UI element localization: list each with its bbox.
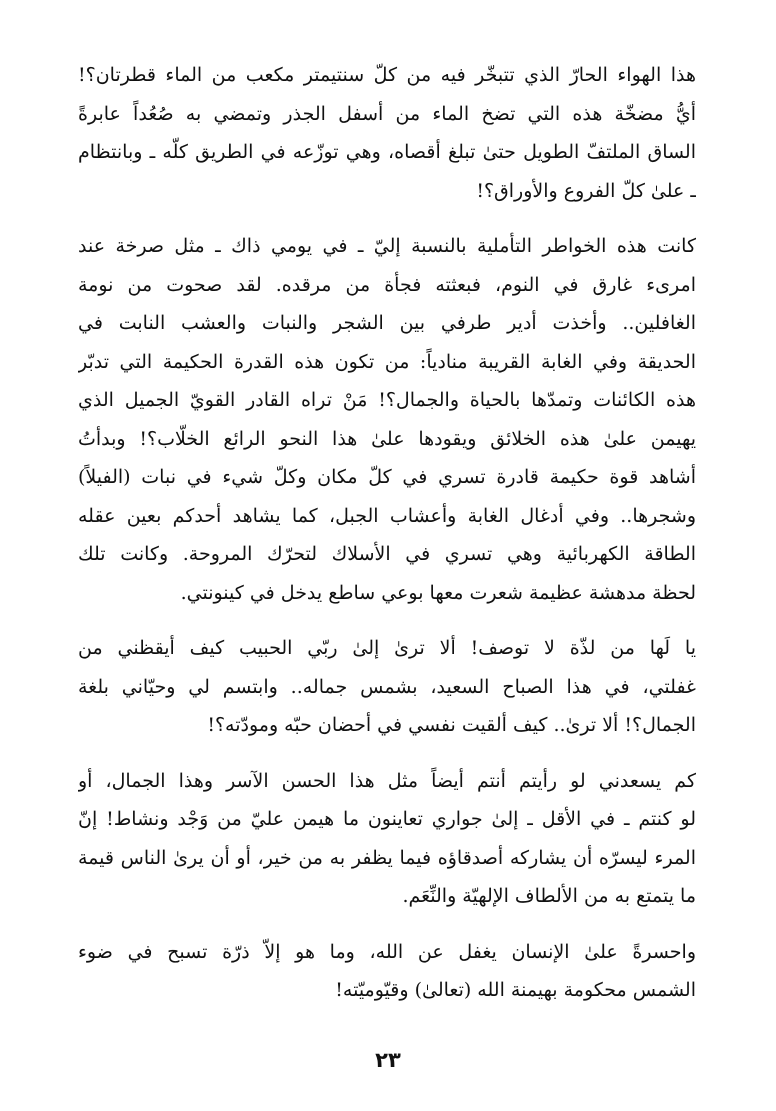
text-line: لحظة مدهشة عظيمة شعرت معها بوعي ساطع يدخل في كينونتي.	[180, 581, 696, 604]
text-line: ـ علىٰ كلّ الفروع والأوراق؟!	[476, 179, 696, 202]
text-line: يهيمن علىٰ هذه الخلائق ويقودها علىٰ هذا النحو الرائع الخلّاب؟! وبدأتُ	[78, 427, 696, 450]
document-page	[78, 56, 696, 1010]
text-line: لو كنتم ـ في الأقل ـ إلىٰ جواري تعاينون ما هيمن عليّ من وَجْد ونشاط! إنّ	[78, 808, 696, 830]
text-line: يا لَها من لذّة لا توصف! ألا ترىٰ إلىٰ ربّي الحبيب كيف أيقظني من	[78, 637, 696, 659]
paragraph-3	[78, 629, 696, 745]
text-line: هذه الكائنات وتمدّها بالحياة والجمال؟! مَنْ تراه القادر القويّ الجميل الذي	[78, 389, 696, 411]
text-line: الحديقة وفي الغابة القريبة منادياً: من تكون هذه القدرة الحكيمة التي تدبّر	[78, 350, 696, 373]
paragraph-gap	[78, 745, 696, 762]
text-line: وشجرها.. وفي أدغال الغابة وأعشاب الجبل، كما يشاهد أحدكم بعين عقله	[78, 504, 696, 527]
paragraph-gap	[78, 210, 696, 227]
page-number: ٢٣	[375, 1048, 401, 1072]
text-line: الشمس محكومة بهيمنة الله (تعالىٰ) وقيّوميّته!	[335, 979, 696, 1001]
paragraph-4	[78, 762, 696, 916]
text-line: كانت هذه الخواطر التأملية بالنسبة إليّ ـ في يومي ذاك ـ مثل صرخة عند	[78, 235, 696, 257]
text-line: غفلتي، في هذا الصباح السعيد، بشمس جماله.. وابتسم لي وحيّاني بلغة	[78, 675, 696, 698]
text-line: الغافلين.. وأخذت أدير طرفي بين الشجر والنبات والعشب النابت في	[78, 312, 696, 334]
paragraph-2	[78, 227, 696, 612]
paragraph-gap	[78, 612, 696, 629]
text-line: الطاقة الكهربائية وهي تسري في الأسلاك لتحرّك المروحة. وكانت تلك	[78, 543, 696, 565]
text-line: كم يسعدني لو رأيتم أنتم أيضاً مثل هذا الحسن الآسر وهذا الجمال، أو	[78, 769, 696, 792]
text-line: الساق الملتفّ الطويل حتىٰ تبلغ أقصاه، وهي توزّعه في الطريق كلّه ـ وبانتظام	[78, 141, 696, 163]
paragraph-gap	[78, 916, 696, 933]
text-line: أيُّ مضخّة هذه التي تضخ الماء من أسفل الجذر وتمضي به صُعُداً عابرةً	[78, 102, 696, 125]
text-line: امرىء غارق في النوم، فبعثته فجأة من مرقده. لقد صحوت من نومة	[78, 273, 696, 296]
text-line: ما يتمتع به من الألطاف الإلهيّة والنِّعَم.	[402, 885, 696, 907]
paragraph-5	[78, 933, 696, 1010]
text-line: أشاهد قوة حكيمة قادرة تسري في كلّ مكان وكلّ شيء في نبات (الفيلاً)	[78, 466, 696, 488]
paragraph-1	[78, 56, 696, 210]
text-line: هذا الهواء الحارّ الذي تتبخّر فيه من كلّ سنتيمتر مكعب من الماء قطرتان؟!	[78, 64, 696, 86]
text-line: الجمال؟! ألا ترىٰ.. كيف ألقيت نفسي في أحضان حبّه ومودّته؟!	[207, 714, 696, 736]
text-line: المرء ليسرّه أن يشاركه أصدقاؤه فيما يظفر به من خير، أو أن يرىٰ الناس قيمة	[78, 846, 696, 869]
text-line: واحسرةً علىٰ الإنسان يغفل عن الله، وما هو إلاّ ذرّة تسبح في ضوء	[78, 940, 696, 963]
